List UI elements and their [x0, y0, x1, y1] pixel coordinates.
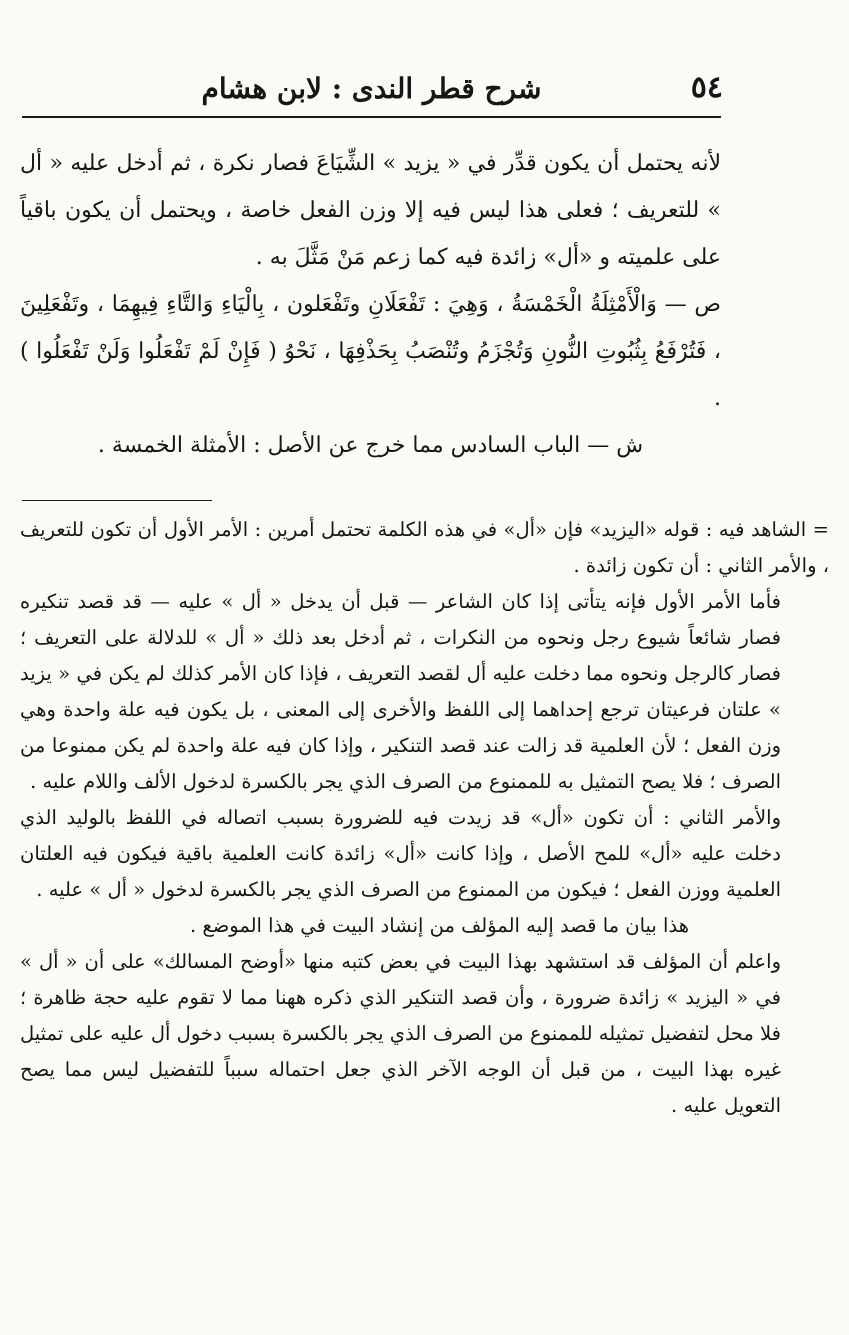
- main-paragraph-sad: ص — وَالْأَمْثِلَةُ الْخَمْسَةُ ، وَهِيَ : تَفْعَلَانِ وتَفْعَلون ، بِالْيَاءِ وَالتَّاءِ فِيهِمَا ، وتَفْعَلِينَ ، فَتُرْفَعُ بِثُبُوتِ النُّونِ وَتُجْزَمُ وتُنْصَبُ بِحَذْفِهَا ، نَحْوُ ( فَإِنْ لَمْ تَفْعَلُوا وَلَنْ تَفْعَلُوا ) .: [20, 292, 721, 411]
- main-paragraph-shin: ش — الباب السادس مما خرج عن الأصل : الأمثلة الخمسة .: [97, 433, 644, 458]
- footnote-divider: [22, 500, 212, 501]
- main-paragraph: لأنه يحتمل أن يكون قدِّر في « يزيد » الشِّيَاعَ فصار نكرة ، ثم أدخل عليه « أل » للتعريف ؛ فعلى هذا ليس فيه إلا وزن الفعل خاصة ، ويحتمل أن يكون باقياً على علميته و «أل» زائدة فيه كما زعم مَنْ مَثَّلَ به .: [20, 151, 721, 270]
- running-title: شرح قطر الندى : لابن هشام: [201, 72, 542, 105]
- commentary-paragraph: واعلم أن المؤلف قد استشهد بهذا البيت في بعض كتبه منها «أوضح المسالك» على أن « أل » في « اليزيد » زائدة ضرورة ، وأن قصد التنكير الذي ذكره ههنا مما لا تقوم عليه حجة ظاهرة ؛ فلا محل لتفضيل تمثيله للممنوع من الصرف الذي يجر بالكسرة بسبب دخول أل عليه على تمثيل غيره بهذا البيت ، من قبل أن الوجه الآخر الذي جعل احتماله سبباً للتفضيل ليس مما يصح التعويل عليه .: [20, 950, 781, 1117]
- commentary-paragraph: هذا بيان ما قصد إليه المؤلف من إنشاد البيت في هذا الموضع .: [189, 914, 689, 937]
- commentary-paragraph: فأما الأمر الأول فإنه يتأتى إذا كان الشاعر — قبل أن يدخل « أل » عليه — قد قصد تنكيره فصار شائعاً شيوع رجل ونحوه من النكرات ، ثم أدخل بعد ذلك « أل » للدلالة على التعريف ؛ فصار كالرجل ونحوه مما دخلت عليه أل لقصد التعريف ، فإذا كان الأمر كذلك لم يكن في « يزيد » علتان فرعيتان ترجع إحداهما إلى اللفظ والأخرى إلى المعنى ، بل يكون فيه علة واحدة وهي وزن الفعل ؛ لأن العلمية قد زالت عند قصد التنكير ، وإذا كان فيه علة واحدة لم يكن ممنوعا من الصرف ؛ فلا يصح التمثيل به للممنوع من الصرف الذي يجر بالكسرة لدخول الألف واللام عليه .: [20, 590, 781, 793]
- footnote-commentary: [20, 512, 829, 1124]
- commentary-paragraph: = الشاهد فيه : قوله «اليزيد» فإن «أل» في هذه الكلمة تحتمل أمرين : الأمر الأول أن تكون للتعريف ، والأمر الثاني : أن تكون زائدة .: [20, 518, 829, 577]
- main-text: [20, 140, 721, 469]
- page-header: [22, 62, 721, 118]
- commentary-paragraph: والأمر الثاني : أن تكون «أل» قد زيدت فيه للضرورة بسبب اتصاله في اللفظ بالوليد الذي دخلت عليه «أل» للمح الأصل ، وإذا كانت «أل» زائدة كانت العلمية باقية فيكون فيه العلتان العلمية ووزن الفعل ؛ فيكون من الممنوع من الصرف الذي يجر بالكسرة لدخول « أل » عليه .: [20, 806, 781, 901]
- page-number: ٥٤: [690, 70, 723, 105]
